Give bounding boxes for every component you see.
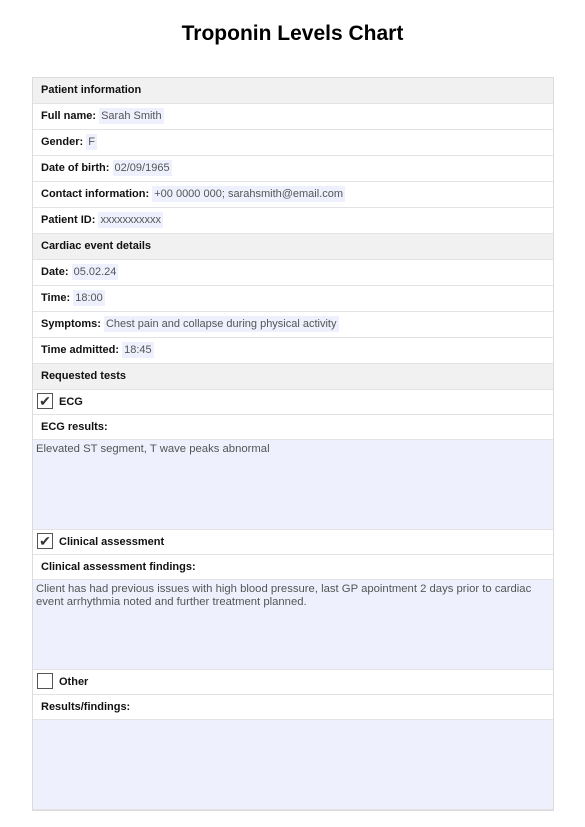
date-of-birth-field[interactable]: 02/09/1965: [114, 162, 170, 174]
contact-information-row: [33, 182, 553, 208]
ecg-results-label: ECG results:: [33, 415, 553, 440]
clinical-assessment-checkbox[interactable]: ✔: [37, 533, 53, 549]
gender-field[interactable]: F: [88, 136, 95, 148]
event-time-row: [33, 286, 553, 312]
section-header-requested-tests: Requested tests: [33, 364, 553, 390]
patient-id-row: [33, 208, 553, 234]
results-findings-textarea[interactable]: [33, 720, 553, 810]
date-of-birth-label: Date of birth:: [41, 162, 110, 174]
gender-row: [33, 130, 553, 156]
symptoms-field[interactable]: Chest pain and collapse during physical activity: [105, 318, 337, 330]
contact-information-field[interactable]: +00 0000 000; sarahsmith@email.com: [154, 188, 344, 200]
symptoms-row: [33, 312, 553, 338]
page-title: Troponin Levels Chart: [181, 22, 404, 45]
full-name-label: Full name:: [41, 110, 97, 122]
patient-id-label: Patient ID:: [41, 214, 96, 226]
ecg-checkbox[interactable]: ✔: [37, 393, 53, 409]
clinical-assessment-findings-textarea[interactable]: Client has had previous issues with high blood pressure, last GP apointment 2 days prior to cardiac event arrhythmia noted and further treatment planned.: [33, 580, 553, 670]
full-name-field[interactable]: Sarah Smith: [101, 110, 162, 122]
clinical-assessment-findings-label: Clinical assessment findings:: [33, 555, 553, 580]
patient-id-field[interactable]: xxxxxxxxxxx: [100, 214, 161, 226]
event-time-label: Time:: [41, 292, 71, 304]
clinical-assessment-checkbox-label: Clinical assessment: [59, 536, 165, 548]
time-admitted-label: Time admitted:: [41, 344, 120, 356]
event-date-row: [33, 260, 553, 286]
event-date-field[interactable]: 05.02.24: [73, 266, 117, 278]
clinical-assessment-checkbox-row: [33, 530, 553, 555]
ecg-checkbox-label: ECG: [59, 396, 83, 408]
event-time-field[interactable]: 18:00: [75, 292, 103, 304]
gender-label: Gender:: [41, 136, 84, 148]
other-checkbox-label: Other: [59, 676, 89, 688]
ecg-results-textarea[interactable]: Elevated ST segment, T wave peaks abnormal: [33, 440, 553, 530]
date-of-birth-row: [33, 156, 553, 182]
other-checkbox[interactable]: [37, 673, 53, 689]
other-checkbox-row: [33, 670, 553, 695]
section-header-cardiac-event-details: Cardiac event details: [33, 234, 553, 260]
contact-information-label: Contact information:: [41, 188, 150, 200]
full-name-row: [33, 104, 553, 130]
troponin-form: [32, 77, 554, 811]
ecg-checkbox-row: [33, 390, 553, 415]
symptoms-label: Symptoms:: [41, 318, 101, 330]
results-findings-label: Results/findings:: [33, 695, 553, 720]
section-header-patient-information: Patient information: [33, 78, 553, 104]
time-admitted-row: [33, 338, 553, 364]
time-admitted-field[interactable]: 18:45: [124, 344, 152, 356]
event-date-label: Date:: [41, 266, 69, 278]
